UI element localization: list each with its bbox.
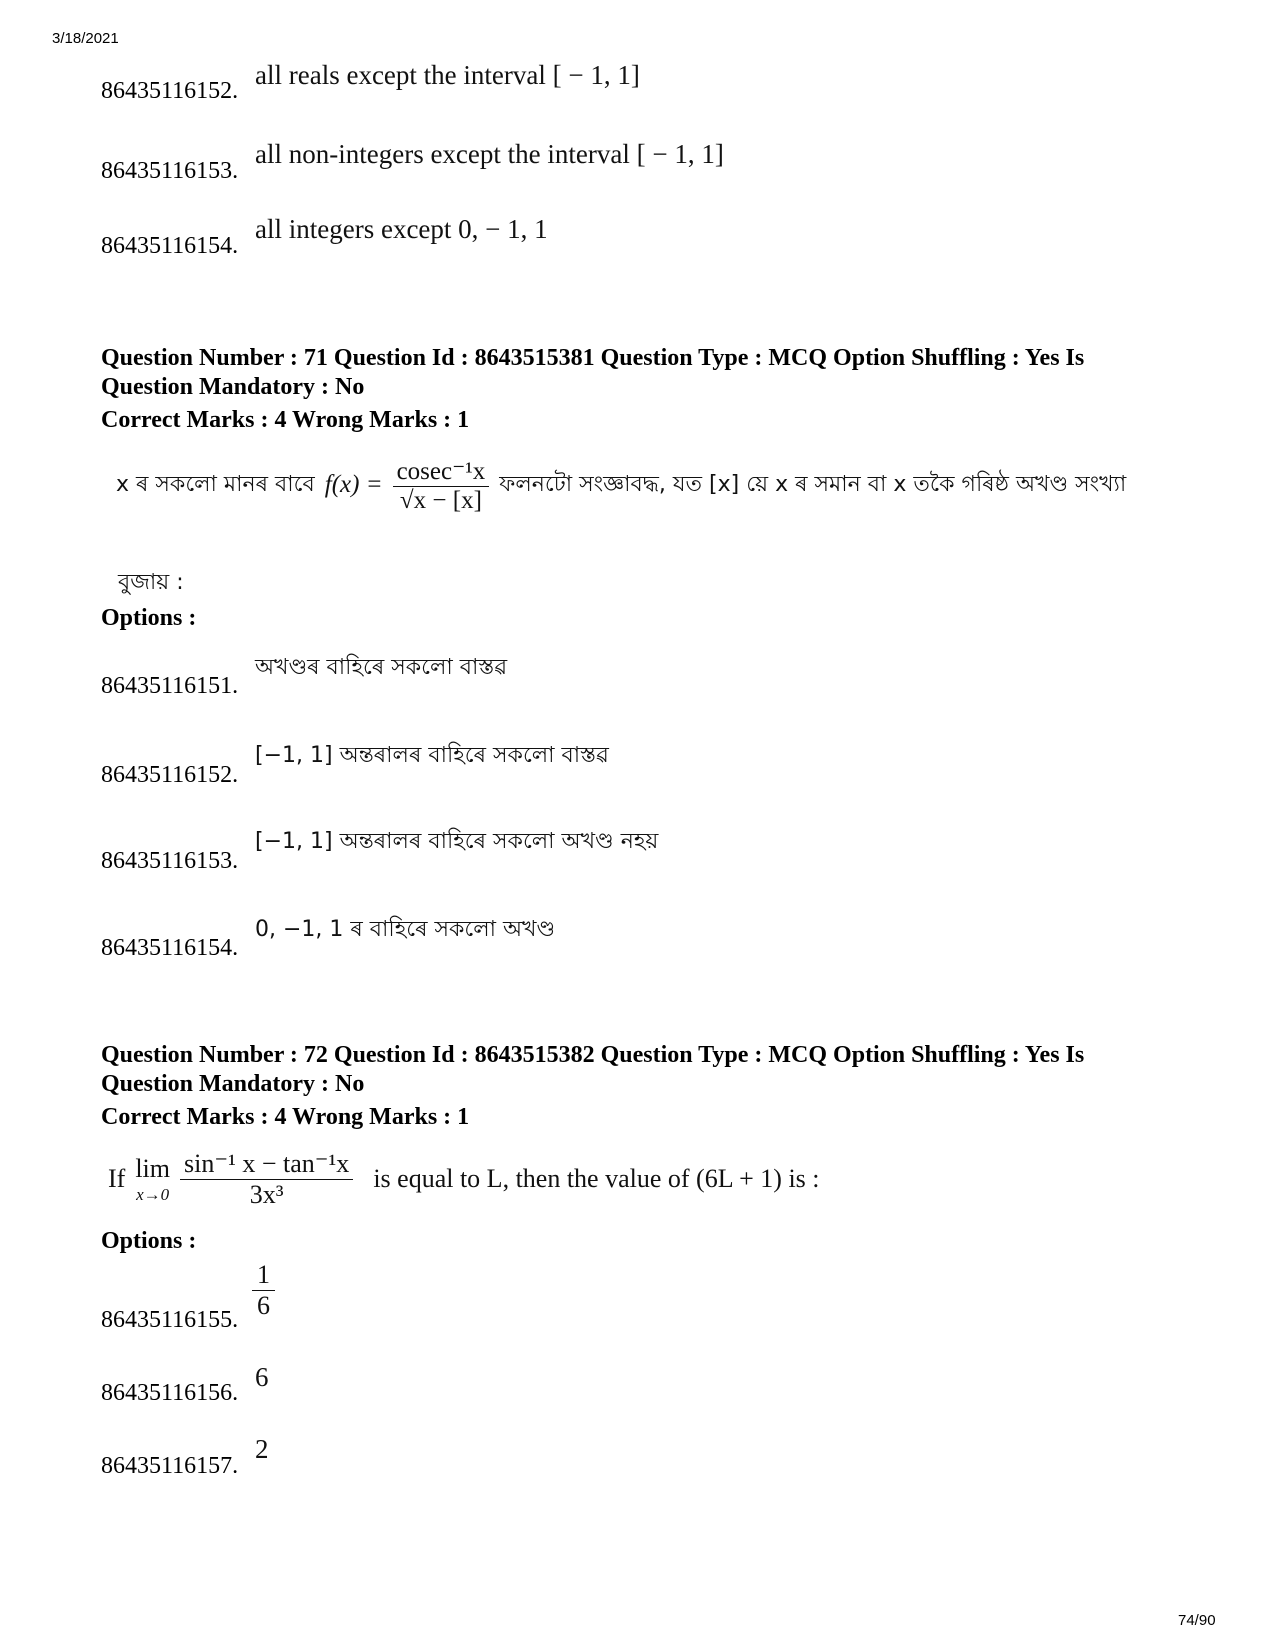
stem-if: If [108,1164,126,1193]
question-marks: Correct Marks : 4 Wrong Marks : 1 [101,1104,470,1130]
question-mandatory: Question Mandatory : No [101,1071,365,1097]
print-date: 3/18/2021 [52,30,119,47]
fraction-denominator: 3x³ [249,1179,284,1209]
question-stem [116,448,1126,522]
option-id: 86435116154. [101,233,239,259]
option-id: 86435116152. [101,762,239,788]
stem-fraction [393,456,490,515]
fraction-numerator: cosec⁻¹x [393,456,490,487]
stem-continuation: বুজায় : [118,570,184,595]
fraction-denominator: √x − [x] [399,486,482,514]
fraction-denominator: 6 [257,1291,270,1320]
option-fraction [252,1260,275,1321]
option-text: [−1, 1] অন্তৰালৰ বাহিৰে সকলো বাস্তৱ [255,743,609,768]
fraction-numerator: sin⁻¹ x − tan⁻¹x [180,1149,353,1180]
question-header: Question Number : 71 Question Id : 8643515381 Question Type : MCQ Option Shuffling : Yes Is [101,345,1085,371]
limit-operator [135,1153,170,1204]
option-text: 2 [255,1434,269,1464]
options-label: Options : [101,1228,197,1254]
option-id: 86435116152. [101,78,239,104]
option-id: 86435116153. [101,848,239,874]
stem-lead: x ৰ সকলো মানৰ বাবে [116,471,315,497]
options-label: Options : [101,605,197,631]
option-id: 86435116151. [101,673,239,699]
question-marks: Correct Marks : 4 Wrong Marks : 1 [101,407,470,433]
option-text: 6 [255,1362,269,1392]
option-text: অখণ্ডৰ বাহিৰে সকলো বাস্তৱ [255,655,508,680]
option-text: all integers except 0, − 1, 1 [255,214,548,244]
option-id: 86435116154. [101,935,239,961]
option-id: 86435116156. [101,1380,239,1406]
option-text: all reals except the interval [ − 1, 1] [255,60,640,90]
fraction [252,1260,275,1321]
limit-label: lim [135,1153,170,1183]
stem-tail: ফলনটো সংজ্ঞাবদ্ধ, যত [x] য়ে x ৰ সমান বা x তকৈ গৰিষ্ঠ অখণ্ড সংখ্যা [499,471,1127,497]
question-mandatory: Question Mandatory : No [101,374,365,400]
stem-function: f(x) = [324,471,383,498]
option-text: [−1, 1] অন্তৰালৰ বাহিৰে সকলো অখণ্ড নহয় [255,829,659,854]
option-id: 86435116153. [101,158,239,184]
option-id: 86435116155. [101,1307,239,1333]
option-text: 0, −1, 1 ৰ বাহিৰে সকলো অখণ্ড [255,917,556,942]
stem-fraction [180,1149,353,1210]
page-number: 74/90 [1178,1612,1216,1629]
stem-tail: is equal to L, then the value of (6L + 1) is : [373,1164,820,1193]
option-id: 86435116157. [101,1453,239,1479]
fraction-numerator: 1 [252,1260,275,1291]
question-header: Question Number : 72 Question Id : 8643515382 Question Type : MCQ Option Shuffling : Yes Is [101,1042,1085,1068]
question-stem [108,1140,820,1218]
option-text: all non-integers except the interval [ − 1, 1] [255,139,724,169]
limit-subscript: x→0 [136,1184,170,1204]
